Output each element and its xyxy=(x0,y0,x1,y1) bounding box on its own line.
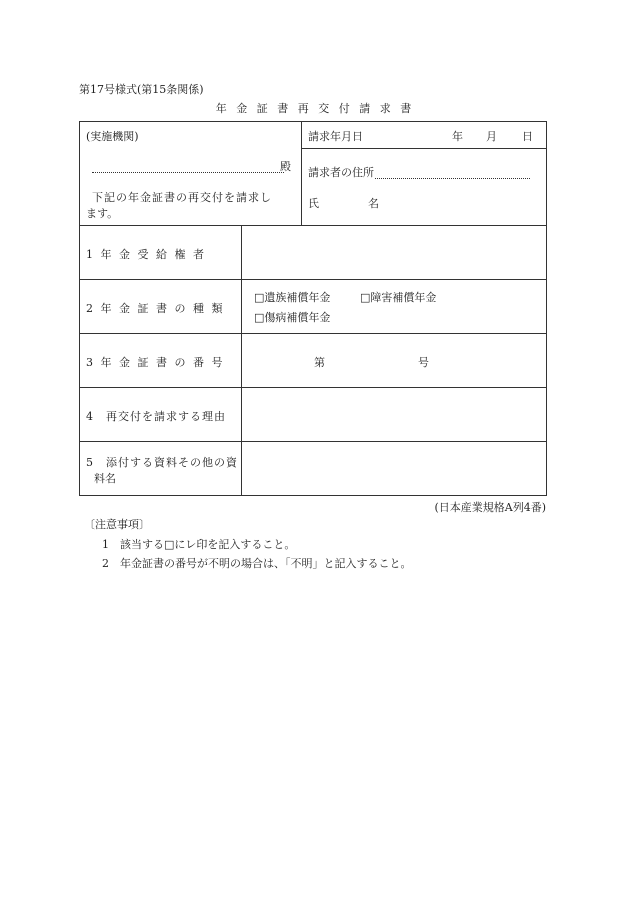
request-text-line2: ます。 xyxy=(86,207,119,220)
notes-title: 〔注意事項〕 xyxy=(84,518,150,531)
address-label: 請求者の住所 xyxy=(308,166,374,179)
agency-label: (実施機関) xyxy=(86,130,139,143)
row2-label: 2 年 金 証 書 の 種 類 xyxy=(86,302,225,315)
row2-value-cell xyxy=(242,280,547,334)
paper-standard-note: (日本産業規格A列4番) xyxy=(434,501,546,514)
row2-label-cell xyxy=(80,280,242,334)
agency-name-input[interactable] xyxy=(92,160,284,173)
date-divider xyxy=(302,148,547,149)
requester-cell xyxy=(302,122,547,226)
row4-value-cell[interactable] xyxy=(242,388,547,442)
date-label: 請求年月日 xyxy=(308,130,363,143)
row4-label: 4 再交付を請求する理由 xyxy=(86,410,226,423)
name-label-1: 氏 xyxy=(308,197,319,210)
request-form-table xyxy=(79,121,547,496)
note-item-2: 2 年金証書の番号が不明の場合は、「不明」と記入すること。 xyxy=(102,557,412,570)
form-number-label: 第17号様式(第15条関係) xyxy=(79,83,204,96)
row5-label-line2: 料名 xyxy=(94,472,116,485)
name-label-2: 名 xyxy=(368,197,379,210)
row4-label-cell xyxy=(80,388,242,442)
row5-value-cell[interactable] xyxy=(242,442,547,496)
request-text-line1: 下記の年金証書の再交付を請求し xyxy=(92,191,272,204)
row5-label-line1: 5 添付する資料その他の資 xyxy=(86,456,238,469)
row3-label-cell xyxy=(80,334,242,388)
year-label: 年 xyxy=(452,130,463,143)
row5-label-cell xyxy=(80,442,242,496)
row1-value-cell[interactable] xyxy=(242,226,547,280)
option-injury-pension[interactable]: □傷病補償年金 xyxy=(254,311,331,324)
row1-label-cell xyxy=(80,226,242,280)
certificate-number-prefix: 第 xyxy=(314,356,325,369)
agency-cell xyxy=(80,122,302,226)
note-item-1: 1 該当する□にレ印を記入すること。 xyxy=(102,538,296,551)
form-title: 年 金 証 書 再 交 付 請 求 書 xyxy=(215,102,415,115)
row3-value-cell[interactable] xyxy=(242,334,547,388)
option-disability-pension[interactable]: □障害補償年金 xyxy=(360,291,437,304)
honorific: 殿 xyxy=(280,160,291,173)
row3-label: 3 年 金 証 書 の 番 号 xyxy=(86,356,225,369)
month-label: 月 xyxy=(486,130,497,143)
certificate-number-suffix: 号 xyxy=(418,356,429,369)
row1-label: 1 年 金 受 給 権 者 xyxy=(86,248,206,261)
day-label: 日 xyxy=(522,130,533,143)
option-survivor-pension[interactable]: □遺族補償年金 xyxy=(254,291,331,304)
